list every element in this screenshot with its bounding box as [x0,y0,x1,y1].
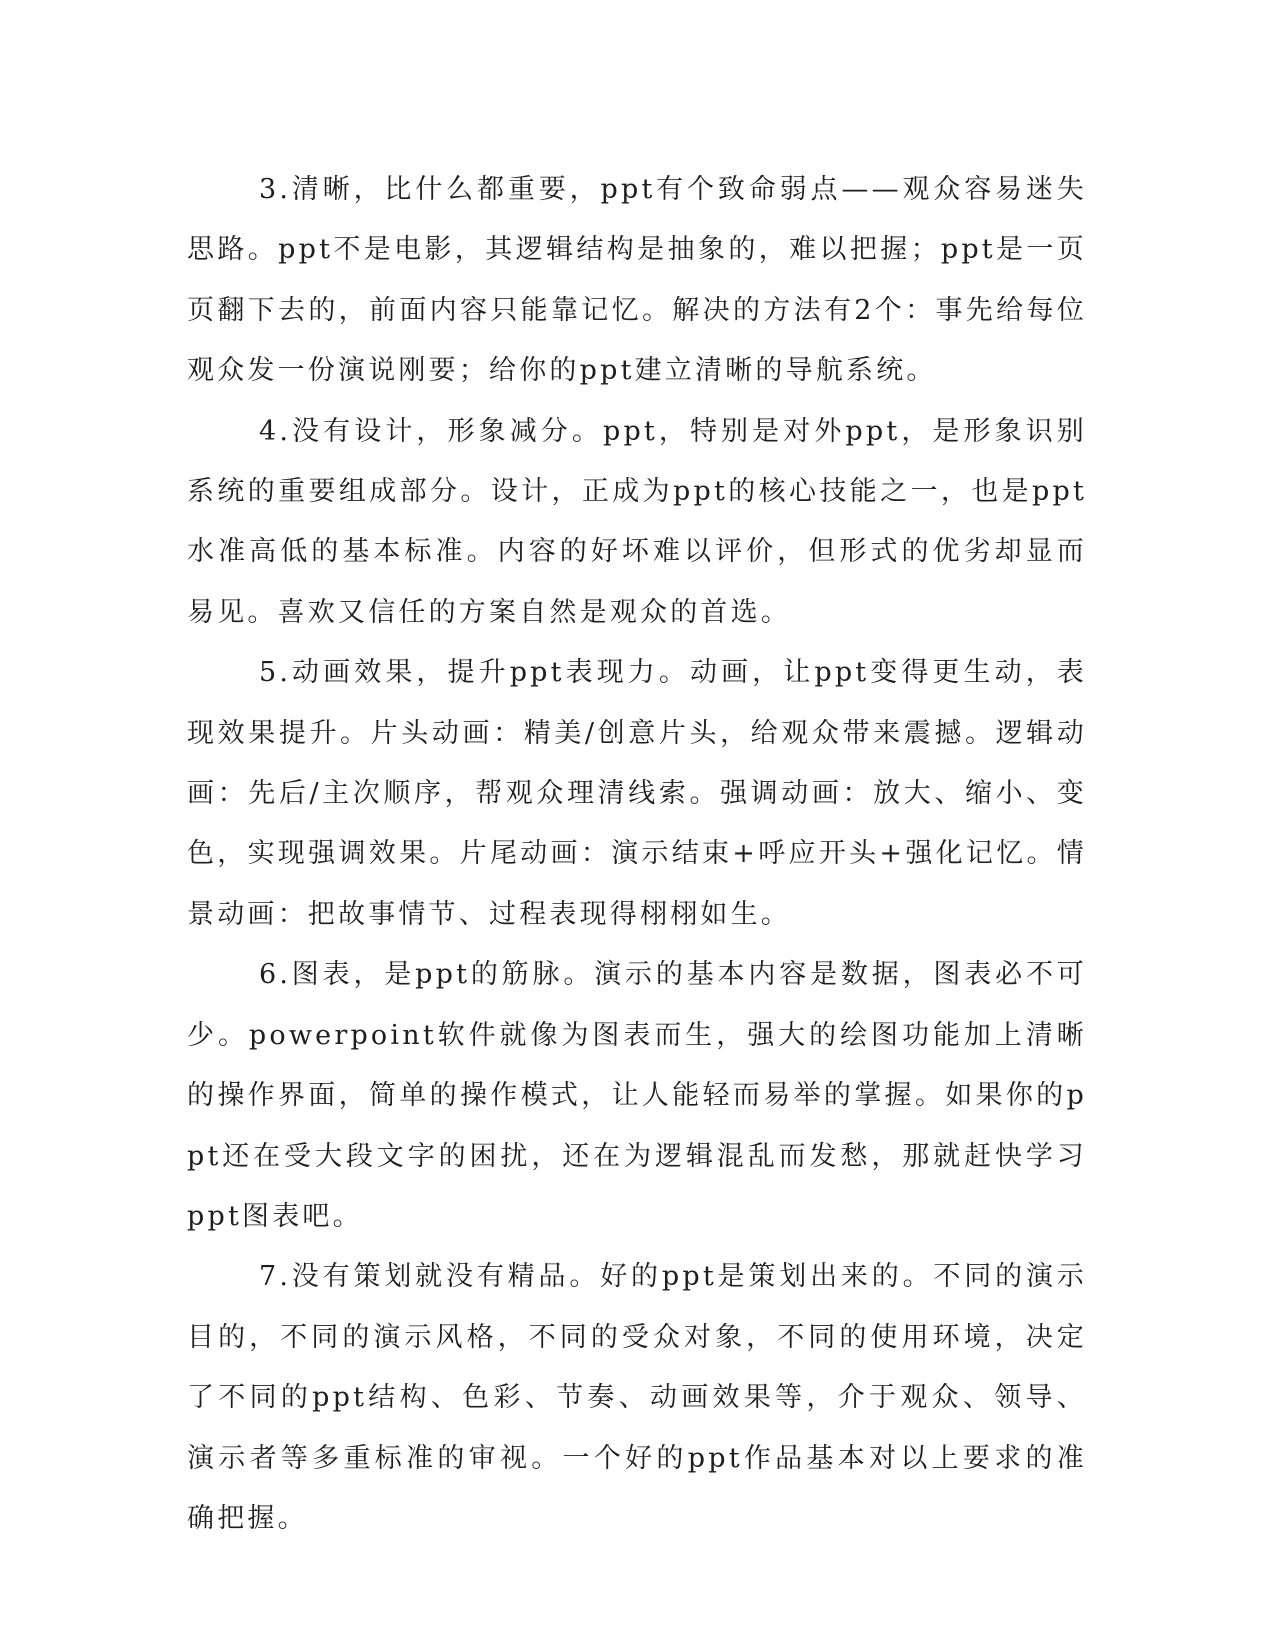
paragraph-clarity: 3.清晰，比什么都重要，ppt有个致命弱点——观众容易迷失思路。ppt不是电影，其逻辑结构是抽象的，难以把握；ppt是一页页翻下去的，前面内容只能靠记忆。解决的方法有2个：事先给每位观众发一份演说刚要；给你的ppt建立清晰的导航系统。 [187,174,1087,387]
paragraph-charts: 6.图表，是ppt的筋脉。演示的基本内容是数据，图表必不可少。powerpoint软件就像为图表而生，强大的绘图功能加上清晰的操作界面，简单的操作模式，让人能轻而易举的掌握。如果你的ppt还在受大段文字的困扰，还在为逻辑混乱而发愁，那就赶快学习ppt图表吧。 [187,959,1087,1232]
paragraph-animation: 5.动画效果，提升ppt表现力。动画，让ppt变得更生动，表现效果提升。片头动画：精美/创意片头，给观众带来震撼。逻辑动画：先后/主次顺序，帮观众理清线索。强调动画：放大、缩小、变色，实现强调效果。片尾动画：演示结束+呼应开头+强化记忆。情景动画：把故事情节、过程表现得栩栩如生。 [187,657,1087,930]
paragraph-planning: 7.没有策划就没有精品。好的ppt是策划出来的。不同的演示目的，不同的演示风格，不同的受众对象，不同的使用环境，决定了不同的ppt结构、色彩、节奏、动画效果等，介于观众、领导、演示者等多重标准的审视。一个好的ppt作品基本对以上要求的准确把握。 [187,1261,1087,1534]
document-body [187,160,1087,1549]
paragraph-design: 4.没有设计，形象减分。ppt，特别是对外ppt，是形象识别系统的重要组成部分。设计，正成为ppt的核心技能之一，也是ppt水准高低的基本标准。内容的好坏难以评价，但形式的优劣却显而易见。喜欢又信任的方案自然是观众的首选。 [187,415,1087,628]
